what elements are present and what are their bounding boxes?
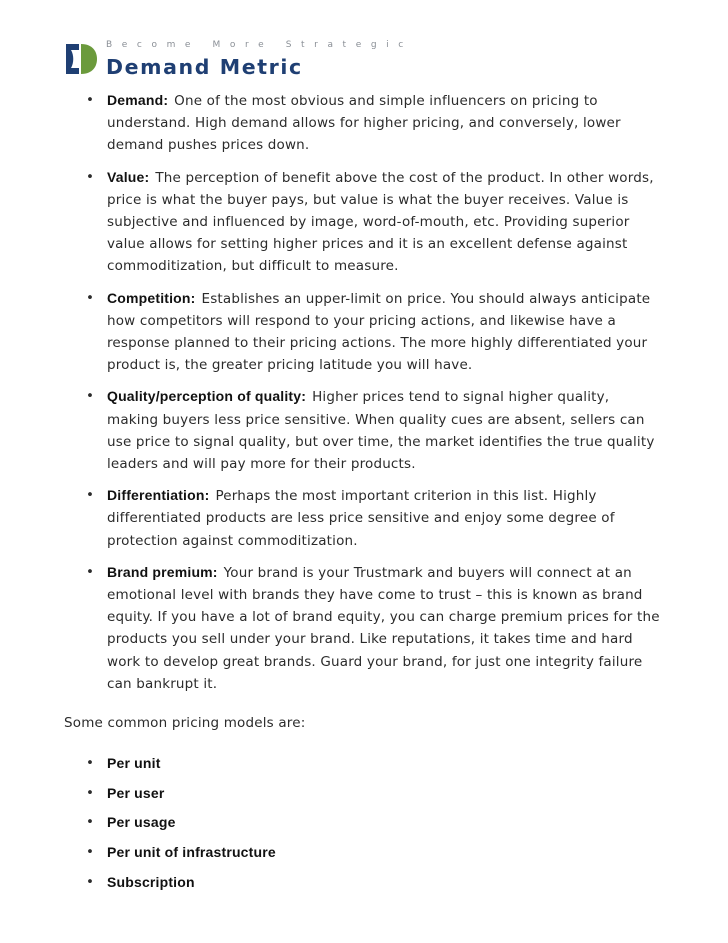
list-item [64, 484, 664, 552]
factor-text: The perception of benefit above the cost of the product. In other words, price is what the buyer pays, but value is what the buyer receives. Value is subjective and influenced by image, word-of-mouth, etc. Providing superior value allows for setting higher prices and it is an excellent defense against commoditization, but difficult to measure. [107, 169, 654, 275]
model-name: Per usage [107, 814, 176, 831]
factor-text: One of the most obvious and simple influencers on pricing to understand. High demand allows for higher pricing, and conversely, lower demand pushes prices down. [107, 93, 621, 154]
model-name: Subscription [107, 873, 195, 890]
list-item [64, 752, 664, 775]
model-name: Per user [107, 784, 165, 801]
list-item [64, 841, 664, 864]
list-item [64, 871, 664, 894]
demand-metric-logo [64, 38, 413, 79]
bullet: • [86, 844, 94, 861]
list-item [64, 561, 664, 695]
bullet: • [86, 873, 94, 890]
list-item [64, 811, 664, 834]
factor-text: Higher prices tend to signal higher quality, making buyers less price sensitive. When quality cues are absent, sellers can use price to signal quality, but over time, the market identifies the true quality leaders and will pay more for their products. [107, 389, 655, 473]
bullet: • [86, 92, 94, 108]
demand-metric-logo-icon [64, 42, 98, 76]
list-item [64, 166, 664, 278]
bullet: • [86, 784, 94, 801]
factor-text: Perhaps the most important criterion in this list. Highly differentiated products are less price sensitive and enjoy some degree of protection against commoditization. [107, 488, 615, 549]
list-item [64, 385, 664, 475]
list-item [64, 287, 664, 377]
factor-term: Demand: [107, 92, 169, 108]
tagline: Become More Strategic [106, 40, 413, 50]
bullet: • [86, 168, 94, 185]
factor-term: Brand premium: [107, 563, 218, 580]
bullet: • [86, 487, 94, 504]
bullet: • [86, 814, 94, 831]
bullet: • [86, 755, 94, 772]
bullet: • [86, 388, 94, 405]
pricing-factors-list [64, 89, 664, 695]
pricing-models-list [64, 752, 664, 894]
factor-text: Establishes an upper-limit on price. You should always anticipate how competitors will respond to your pricing actions, and likewise have a response planned to their pricing actions. The more highly differentiated your product is, the greater pricing latitude you will have. [107, 290, 651, 374]
model-name: Per unit of infrastructure [107, 844, 276, 861]
factor-text: Your brand is your Trustmark and buyers will connect at an emotional level with brands they have come to trust – this is known as brand equity. If you have a lot of brand equity, you can charge premium prices for the products you sell under your brand. Like reputations, it takes time and hard work to develop great brands. Guard your brand, for just one integrity failure can bankrupt it. [107, 564, 660, 692]
factor-term: Quality/perception of quality: [107, 388, 307, 405]
factor-term: Differentiation: [107, 487, 210, 504]
brand-name: Demand Metric [106, 55, 303, 79]
list-item [64, 89, 664, 157]
factor-term: Value: [107, 168, 150, 185]
bullet: • [86, 289, 94, 306]
bullet: • [86, 563, 94, 580]
factor-term: Competition: [107, 289, 196, 306]
document-body [64, 89, 664, 901]
pricing-models-intro: Some common pricing models are: [64, 715, 306, 732]
model-name: Per unit [107, 755, 161, 772]
list-item [64, 782, 664, 805]
